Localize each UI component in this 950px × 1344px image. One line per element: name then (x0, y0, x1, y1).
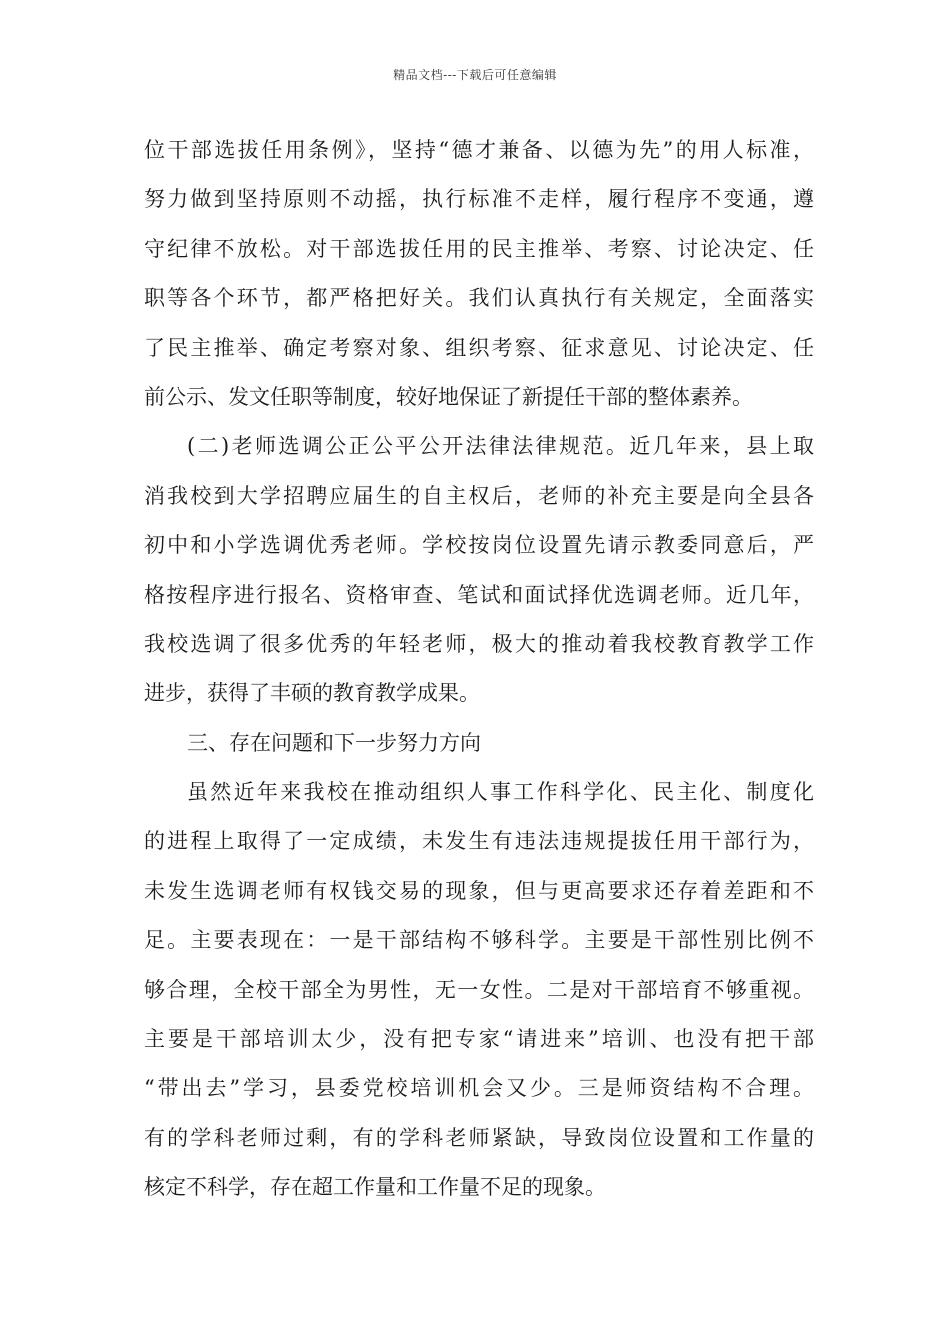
text-line: 三、存在问题和下一步努力方向 (187, 730, 481, 755)
text-line: 核定不科学，存在超工作量和工作量不足的现象。 (144, 1175, 606, 1200)
text-line: 主要是干部培训太少，没有把专家“请进来”培训、也没有把干部 (144, 1027, 814, 1052)
text-line: 进步，获得了丰硕的教育教学成果。 (144, 681, 480, 706)
text-line: 足。主要表现在：一是干部结构不够科学。主要是干部性别比例不 (144, 928, 814, 953)
text-line: “带出去”学习，县委党校培训机会又少。三是师资结构不合理。 (144, 1076, 814, 1101)
text-line: 初中和小学选调优秀老师。学校按岗位设置先请示教委同意后，严 (144, 533, 814, 558)
text-line: 有的学科老师过剩，有的学科老师紧缺，导致岗位设置和工作量的 (144, 1125, 814, 1150)
text-line: 职等各个环节，都严格把好关。我们认真执行有关规定，全面落实 (144, 286, 814, 311)
page-header: 精品文档---下载后可任意编辑 (393, 68, 557, 82)
text-line: 守纪律不放松。对干部选拔任用的民主推举、考察、讨论决定、任 (144, 236, 814, 261)
text-line: (二)老师选调公正公平公开法律法律规范。近几年来，县上取 (187, 434, 814, 459)
text-line: 努力做到坚持原则不动摇，执行标准不走样，履行程序不变通，遵 (144, 187, 814, 212)
text-line: 够合理，全校干部全为男性，无一女性。二是对干部培育不够重视。 (144, 977, 814, 1002)
text-line: 前公示、发文任职等制度，较好地保证了新提任干部的整体素养。 (144, 384, 753, 409)
text-line: 消我校到大学招聘应届生的自主权后，老师的补充主要是向全县各 (144, 483, 814, 508)
body-text (144, 126, 814, 1213)
text-line: 未发生选调老师有权钱交易的现象，但与更高要求还存着差距和不 (144, 878, 814, 903)
text-line: 了民主推举、确定考察对象、组织考察、征求意见、讨论决定、任 (144, 335, 814, 360)
text-line: 格按程序进行报名、资格审查、笔试和面试择优选调老师。近几年， (144, 582, 814, 607)
text-line: 虽然近年来我校在推动组织人事工作科学化、民主化、制度化 (187, 780, 814, 805)
text-line: 我校选调了很多优秀的年轻老师，极大的推动着我校教育教学工作 (144, 631, 814, 656)
text-line: 位干部选拔任用条例》，坚持“德才兼备、以德为先”的用人标准， (144, 138, 814, 162)
text-line: 的进程上取得了一定成绩，未发生有违法违规提拔任用干部行为， (144, 829, 814, 854)
